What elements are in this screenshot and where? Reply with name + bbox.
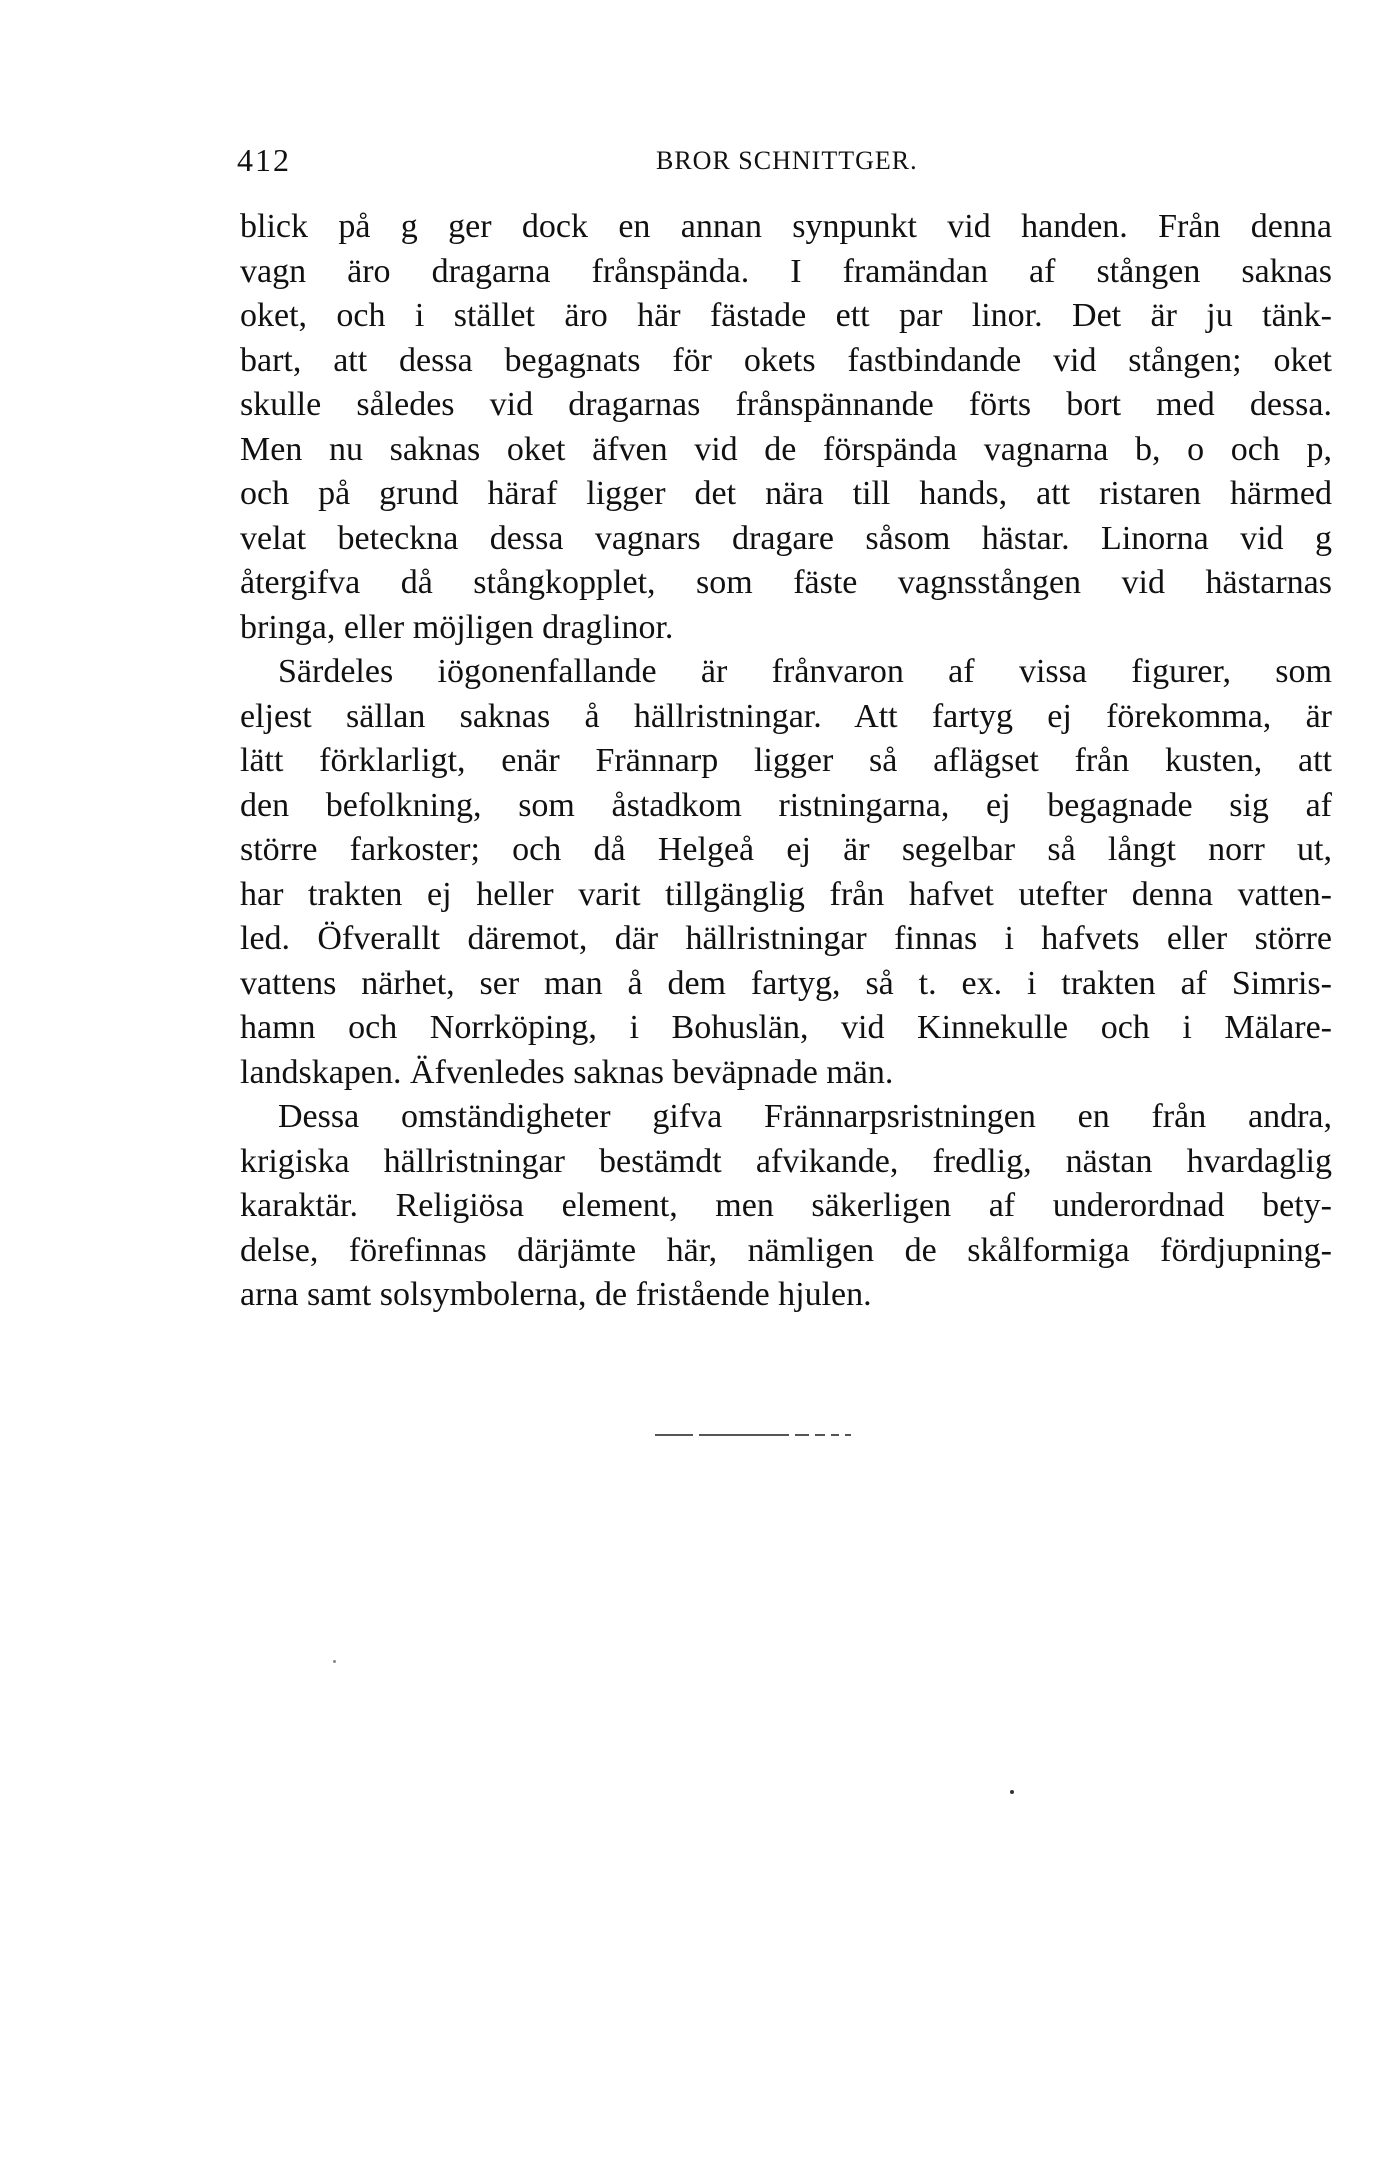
- text-line: blick på g ger dock en annan synpunkt vid handen. Från denna: [240, 208, 1332, 245]
- text-line: karaktär. Religiösa element, men säkerligen af underordnad bety-: [240, 1187, 1332, 1224]
- text-line: vagn äro dragarna frånspända. I framändan af stången saknas: [240, 252, 1332, 290]
- text-line: Men nu saknas oket äfven vid de förspända vagnarna b, o och p,: [240, 430, 1332, 468]
- text-line: och på grund häraf ligger det nära till hands, att ristaren härmed: [240, 475, 1332, 512]
- text-line: bart, att dessa begagnats för okets fastbindande vid stången; oket: [240, 341, 1332, 379]
- text-line: vattens närhet, ser man å dem fartyg, så t. ex. i trakten af Simris-: [240, 964, 1332, 1002]
- text-line: velat beteckna dessa vagnars dragare såsom hästar. Linorna vid g: [240, 519, 1332, 557]
- text-line: led. Öfverallt däremot, där hällristningar finnas i hafvets eller större: [240, 920, 1332, 957]
- text-line: eljest sällan saknas å hällristningar. Att fartyg ej förekomma, är: [240, 697, 1332, 735]
- print-speck: [333, 1660, 336, 1663]
- text-line: lätt förklarligt, enär Frännarp ligger så aflägset från kusten, att: [240, 742, 1332, 779]
- text-line: landskapen. Äfvenledes saknas beväpnade män.: [240, 1053, 894, 1091]
- text-line: arna samt solsymbolerna, de fristående hjulen.: [240, 1276, 872, 1313]
- text-line: delse, förefinnas därjämte här, nämligen de skålformiga fördjupning-: [240, 1231, 1332, 1269]
- text-line: skulle således vid dragarnas frånspännande förts bort med dessa.: [240, 386, 1332, 423]
- text-line: har trakten ej heller varit tillgänglig från hafvet utefter denna vatten-: [240, 875, 1332, 913]
- section-ornament: [655, 1433, 915, 1437]
- text-line: större farkoster; och då Helgeå ej är segelbar så långt norr ut,: [240, 831, 1332, 868]
- text-line: oket, och i stället äro här fästade ett par linor. Det är ju tänk-: [240, 297, 1332, 334]
- running-header: [237, 142, 1337, 182]
- text-line: krigiska hällristningar bestämdt afvikande, fredlig, nästan hvardaglig: [240, 1142, 1332, 1180]
- text-line: den befolkning, som åstadkom ristningarna, ej begagnade sig af: [240, 786, 1332, 824]
- page-number: 412: [237, 142, 291, 178]
- running-title: BROR SCHNITTGER.: [656, 146, 918, 175]
- text-line: återgifva då stångkopplet, som fäste vagnsstången vid hästarnas: [240, 564, 1332, 601]
- text-line: hamn och Norrköping, i Bohuslän, vid Kinnekulle och i Mälare-: [240, 1009, 1332, 1046]
- text-line: bringa, eller möjligen draglinor.: [240, 608, 674, 646]
- print-speck: [1010, 1790, 1014, 1794]
- text-line: Dessa omständigheter gifva Frännarpsristningen en från andra,: [278, 1098, 1332, 1135]
- body-text: [240, 205, 1332, 1318]
- text-line: Särdeles iögonenfallande är frånvaron af vissa figurer, som: [278, 653, 1332, 690]
